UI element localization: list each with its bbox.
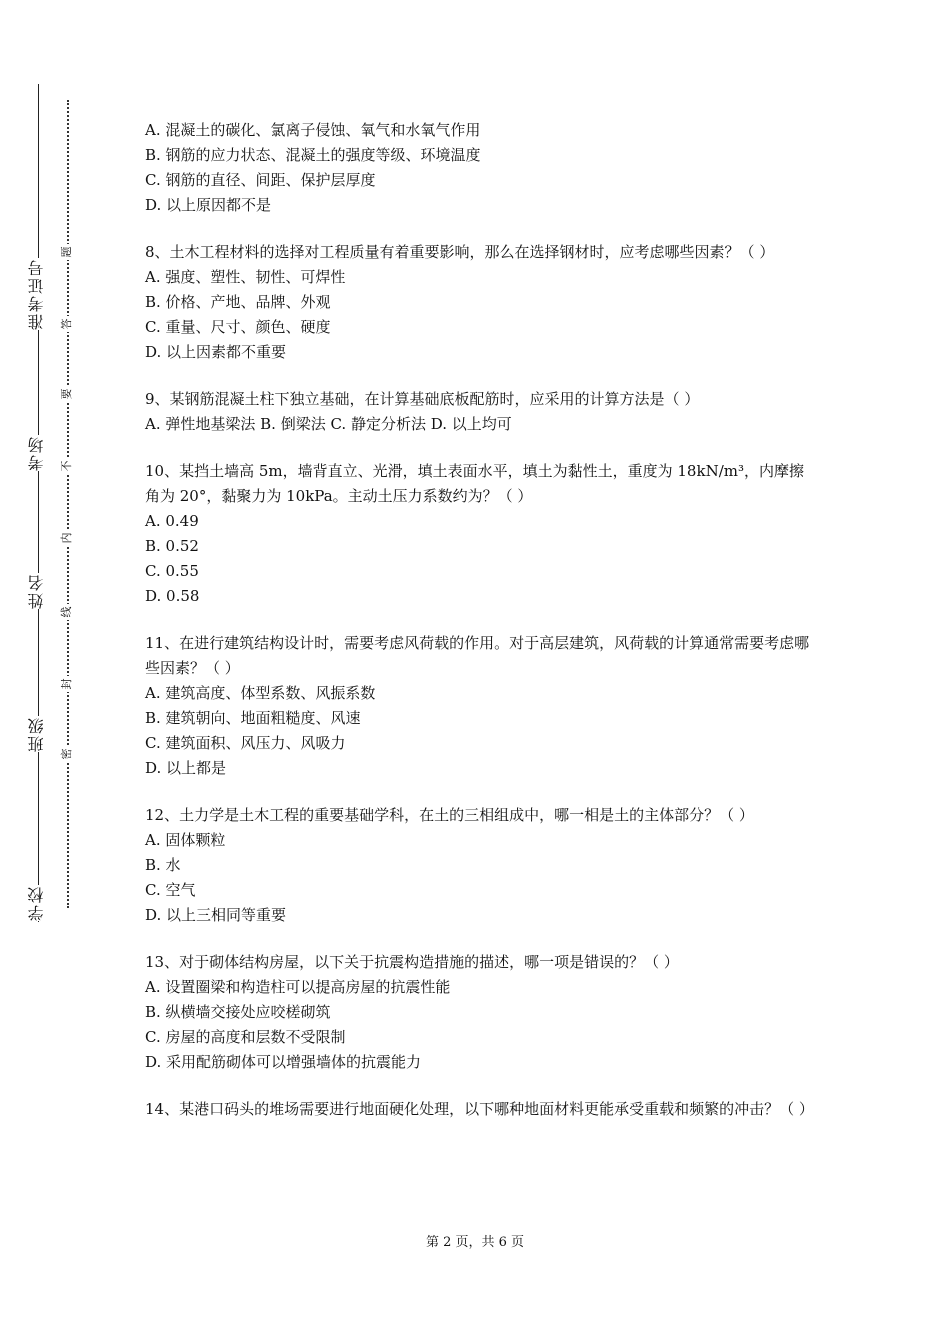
option-b: B. 水 (145, 856, 181, 874)
question-12 (145, 803, 815, 928)
option-a: A. 混凝土的碳化、氯离子侵蚀、氧气和水氧气作用 (145, 121, 481, 139)
question-13 (145, 950, 815, 1075)
seal-char: 密 (59, 746, 75, 762)
option-c: C. 0.55 (145, 562, 199, 580)
option-c: C. 钢筋的直径、间距、保护层厚度 (145, 171, 376, 189)
option-d: D. 以上都是 (145, 759, 227, 777)
question-stem: 11、在进行建筑结构设计时，需要考虑风荷载的作用。对于高层建筑，风荷载的计算通常需要考虑哪些因素？（ ） (145, 634, 810, 677)
option-a: A. 强度、塑性、韧性、可焊性 (145, 268, 346, 286)
option-d: D. 以上原因都不是 (145, 196, 272, 214)
option-a: A. 建筑高度、体型系数、风振系数 (145, 684, 376, 702)
option-d: D. 0.58 (145, 587, 200, 605)
page-number: 第 2 页，共 6 页 (425, 1235, 525, 1250)
question-9 (145, 387, 815, 437)
options-inline: A. 弹性地基梁法 B. 倒梁法 C. 静定分析法 D. 以上均可 (145, 415, 512, 433)
option-a: A. 0.49 (145, 512, 199, 530)
field-school-label: 学校 (22, 885, 52, 921)
option-c: C. 房屋的高度和层数不受限制 (145, 1028, 346, 1046)
seal-dotted-line (67, 100, 69, 908)
option-a: A. 固体颗粒 (145, 831, 226, 849)
field-exam-number-label: 准考证号 (22, 258, 52, 330)
question-list (145, 118, 815, 1144)
seal-char: 答 (59, 316, 75, 332)
binding-margin-rule (38, 84, 39, 922)
option-b: B. 纵横墙交接处应咬槎砌筑 (145, 1003, 331, 1021)
seal-char: 不 (59, 458, 75, 474)
seal-char: 线 (59, 604, 75, 620)
question-11 (145, 631, 815, 781)
option-d: D. 采用配筋砌体可以增强墙体的抗震能力 (145, 1053, 422, 1071)
question-8 (145, 240, 815, 365)
question-14 (145, 1097, 815, 1122)
option-d: D. 以上因素都不重要 (145, 343, 287, 361)
question-stem: 14、某港口码头的堆场需要进行地面硬化处理，以下哪种地面材料更能承受重载和频繁的冲击？（ ） (145, 1100, 814, 1118)
option-d: D. 以上三相同等重要 (145, 906, 287, 924)
question-10 (145, 459, 815, 609)
question-stem: 10、某挡土墙高 5m，墙背直立、光滑，填土表面水平，填土为黏性土，重度为 18kN/m³，内摩擦角为 20°，黏聚力为 10kPa。主动土压力系数约为？（ ） (145, 462, 804, 505)
field-class-label: 班级 (22, 716, 52, 752)
option-b: B. 价格、产地、品牌、外观 (145, 293, 331, 311)
question-stem: 13、对于砌体结构房屋，以下关于抗震构造措施的描述，哪一项是错误的？（ ） (145, 953, 679, 971)
seal-char: 题 (59, 244, 75, 260)
option-c: C. 建筑面积、风压力、风吸力 (145, 734, 346, 752)
question-stem: 8、土木工程材料的选择对工程质量有着重要影响，那么在选择钢材时，应考虑哪些因素？（ ） (145, 243, 775, 261)
question-stem: 12、土力学是土木工程的重要基础学科，在土的三相组成中，哪一相是土的主体部分？（ ） (145, 806, 754, 824)
seal-char: 要 (59, 386, 75, 402)
option-a: A. 设置圈梁和构造柱可以提高房屋的抗震性能 (145, 978, 451, 996)
option-b: B. 建筑朝向、地面粗糙度、风速 (145, 709, 361, 727)
question-7-continued (145, 118, 815, 218)
seal-char: 封 (59, 676, 75, 692)
option-b: B. 0.52 (145, 537, 199, 555)
seal-char: 内 (59, 530, 75, 546)
question-stem: 9、某钢筋混凝土柱下独立基础，在计算基础底板配筋时，应采用的计算方法是（ ） (145, 390, 700, 408)
option-c: C. 重量、尺寸、颜色、硬度 (145, 318, 331, 336)
field-name-label: 姓名 (22, 573, 52, 609)
option-b: B. 钢筋的应力状态、混凝土的强度等级、环境温度 (145, 146, 481, 164)
option-c: C. 空气 (145, 881, 196, 899)
field-exam-room-label: 考场 (22, 435, 52, 471)
